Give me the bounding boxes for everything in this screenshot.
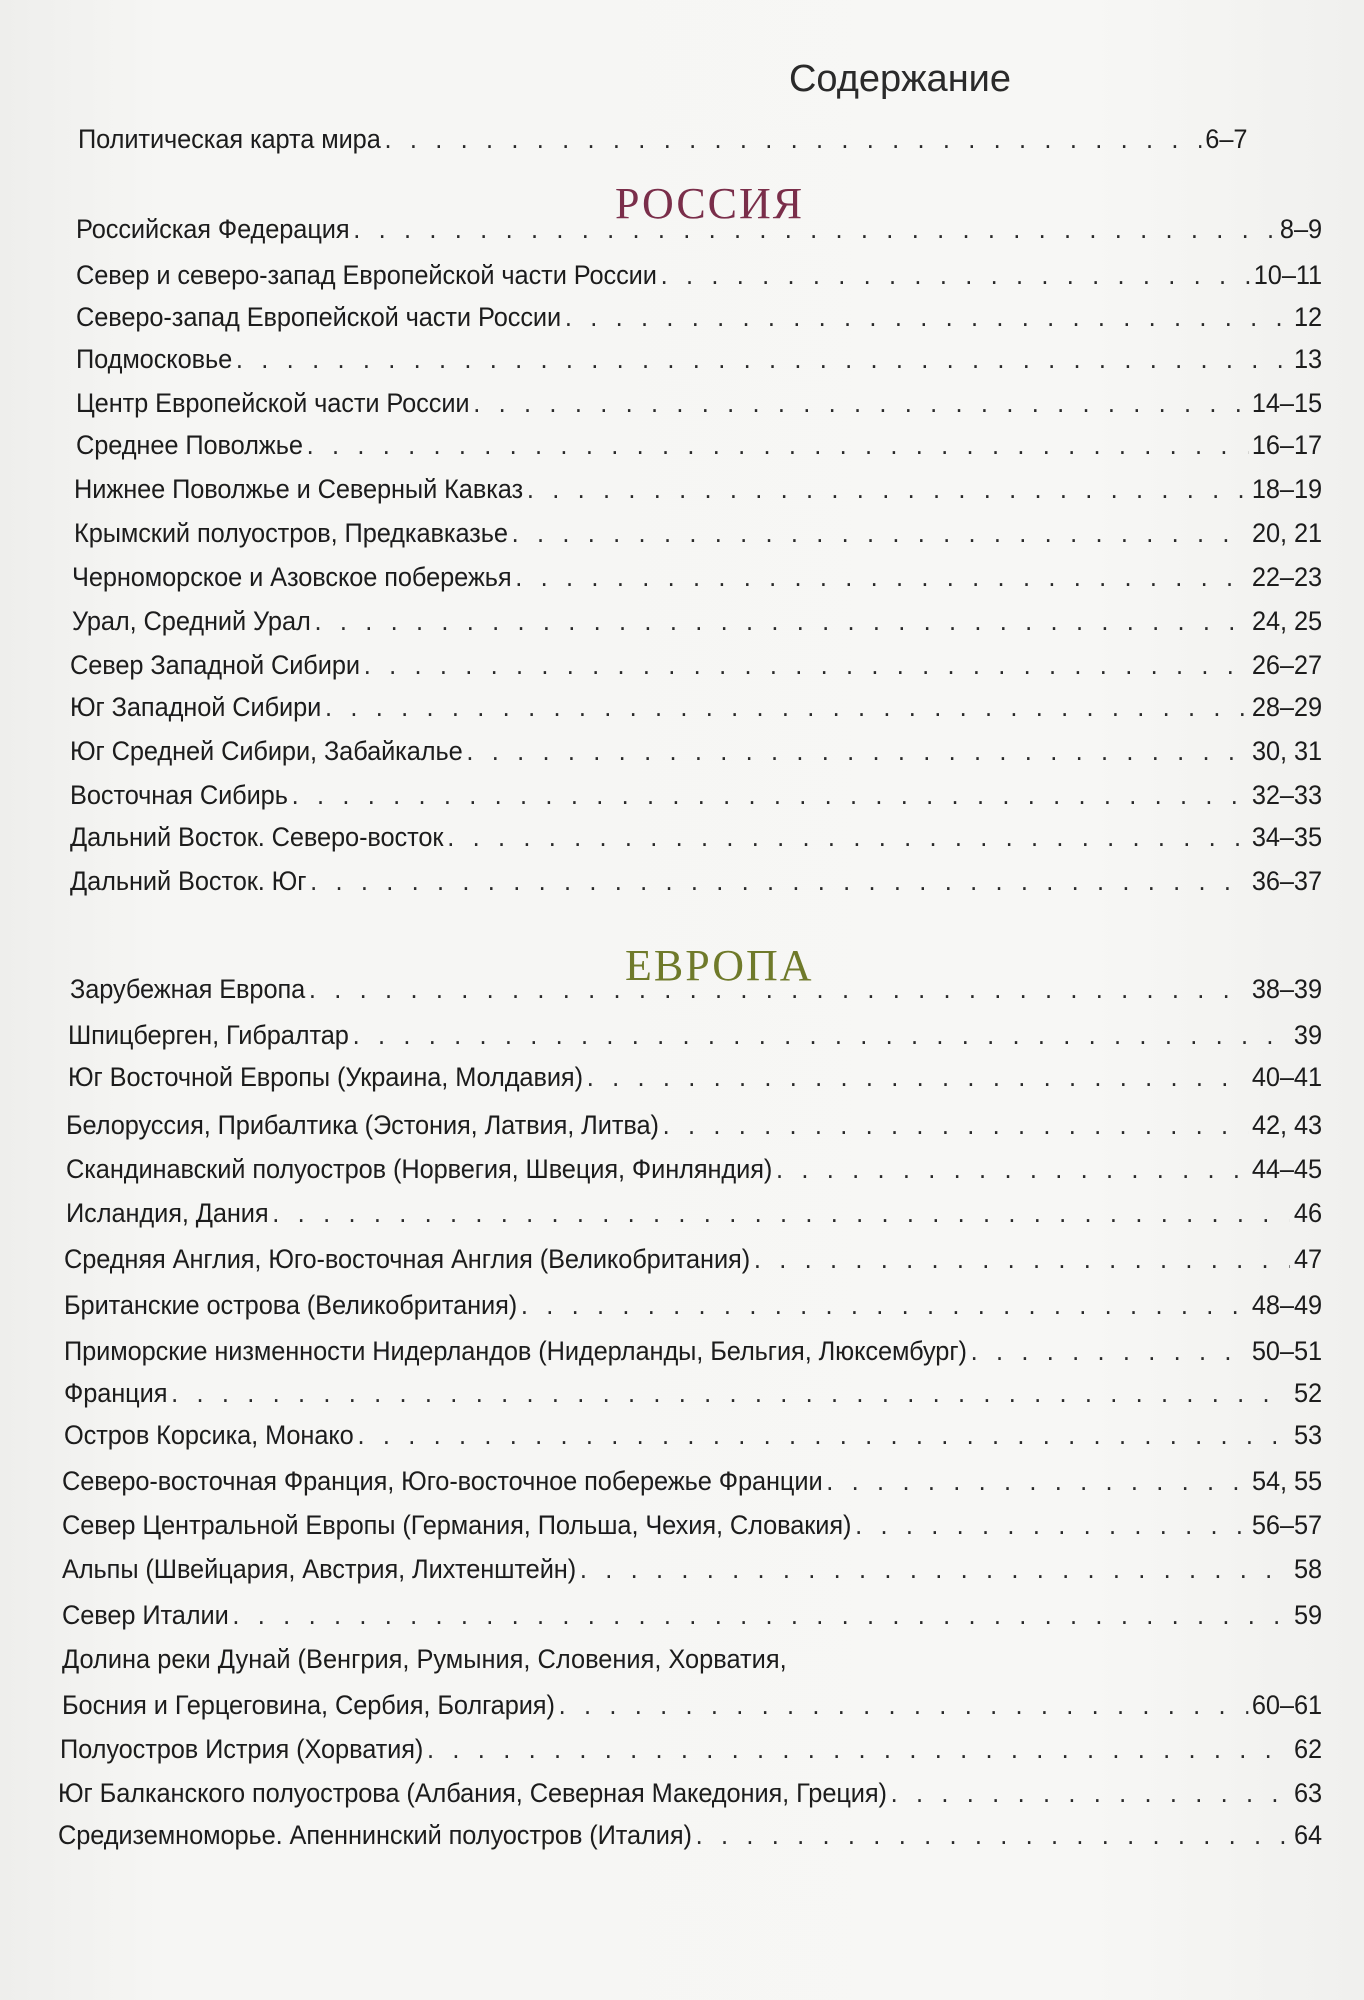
- entry-title: Урал, Средний Урал: [72, 606, 311, 636]
- entry-title: Средняя Англия, Юго-восточная Англия (Великобритания): [64, 1244, 751, 1274]
- leader-dots: [971, 1334, 1249, 1368]
- leader-dots: [559, 1688, 1249, 1722]
- entry-pages: 39: [1293, 1020, 1322, 1050]
- leader-dots: [776, 1152, 1248, 1186]
- toc-entry: [76, 342, 1322, 376]
- entry-pages: 59: [1293, 1600, 1322, 1630]
- entry-pages: 54, 55: [1251, 1466, 1322, 1496]
- leader-dots: [384, 122, 1201, 156]
- toc-entry: [64, 1418, 1322, 1452]
- entry-title: Полуостров Истрия (Хорватия): [60, 1734, 424, 1764]
- leader-dots: [427, 1732, 1290, 1766]
- entry-title: Долина реки Дунай (Венгрия, Румыния, Словения, Хорватия,: [62, 1644, 787, 1674]
- leader-dots: [473, 386, 1248, 420]
- entry-title: Восточная Сибирь: [70, 780, 288, 810]
- entry-title: Юг Балканского полуострова (Албания, Северная Македония, Греция): [58, 1778, 887, 1808]
- entry-title: Север Западной Сибири: [70, 650, 360, 680]
- leader-dots: [521, 1288, 1248, 1322]
- entry-title: Белоруссия, Прибалтика (Эстония, Латвия, Литва): [66, 1110, 659, 1140]
- toc-entry: [64, 1334, 1322, 1368]
- toc-entry: [58, 1818, 1322, 1852]
- leader-dots: [364, 648, 1248, 682]
- leader-dots: [587, 1060, 1248, 1094]
- toc-entry: [70, 820, 1322, 854]
- entry-pages: 58: [1293, 1554, 1322, 1584]
- entry-pages: 16–17: [1251, 430, 1322, 460]
- entry-title: Север Италии: [62, 1600, 229, 1630]
- leader-dots: [565, 300, 1290, 334]
- toc-entry: [62, 1508, 1322, 1542]
- leader-dots: [353, 1018, 1291, 1052]
- leader-dots: [512, 516, 1249, 550]
- entry-title: Дальний Восток. Юг: [70, 866, 307, 896]
- toc-entry: [62, 1464, 1322, 1498]
- entry-title: Альпы (Швейцария, Австрия, Лихтенштейн): [62, 1554, 577, 1584]
- leader-dots: [447, 820, 1248, 854]
- toc-entry: [76, 258, 1322, 292]
- toc-entry: [70, 972, 1322, 1006]
- toc-entry: [72, 604, 1322, 638]
- entry-pages: 12: [1293, 302, 1322, 332]
- leader-dots: [310, 864, 1248, 898]
- leader-dots: [357, 1418, 1290, 1452]
- entry-pages: 50–51: [1251, 1336, 1322, 1366]
- toc-entry: [66, 1196, 1322, 1230]
- entry-pages: 34–35: [1251, 822, 1322, 852]
- toc-entry: [64, 1376, 1322, 1410]
- entry-title: Российская Федерация: [76, 214, 350, 244]
- entry-title: Крымский полуостров, Предкавказье: [74, 518, 508, 548]
- entry-title: Север Центральной Европы (Германия, Польша, Чехия, Словакия): [62, 1510, 852, 1540]
- entry-pages: 6–7: [1205, 124, 1248, 154]
- toc-entry-intro: [78, 122, 1247, 156]
- entry-pages: 52: [1293, 1378, 1322, 1408]
- entry-title: Средиземноморье. Апеннинский полуостров (Италия): [58, 1820, 692, 1850]
- entry-pages: 36–37: [1251, 866, 1322, 896]
- entry-pages: 63: [1293, 1778, 1322, 1808]
- leader-dots: [663, 1108, 1249, 1142]
- toc-entry: [66, 1108, 1322, 1142]
- leader-dots: [661, 258, 1250, 292]
- entry-pages: 18–19: [1251, 474, 1322, 504]
- section-heading-europe: ЕВРОПА: [625, 941, 814, 990]
- leader-dots: [855, 1508, 1248, 1542]
- leader-dots: [309, 972, 1248, 1006]
- entry-pages: 47: [1293, 1244, 1322, 1274]
- toc-entry: [62, 1688, 1322, 1722]
- toc-entry: [60, 1732, 1322, 1766]
- entry-pages: 10–11: [1253, 260, 1322, 290]
- entry-pages: 42, 43: [1251, 1110, 1322, 1140]
- entry-title: Франция: [64, 1378, 168, 1408]
- toc-entry: [70, 864, 1322, 898]
- toc-entry: [64, 1288, 1322, 1322]
- entry-title: Скандинавский полуостров (Норвегия, Швеция, Финляндия): [66, 1154, 773, 1184]
- entry-title: Север и северо-запад Европейской части России: [76, 260, 657, 290]
- entry-title: Нижнее Поволжье и Северный Кавказ: [74, 474, 524, 504]
- leader-dots: [292, 778, 1249, 812]
- toc-entry: [74, 472, 1322, 506]
- entry-title: Дальний Восток. Северо-восток: [70, 822, 444, 852]
- leader-dots: [826, 1464, 1248, 1498]
- leader-dots: [232, 1598, 1290, 1632]
- entry-pages: 60–61: [1251, 1690, 1322, 1720]
- entry-pages: 13: [1293, 344, 1322, 374]
- leader-dots: [696, 1818, 1291, 1852]
- toc-entry: [70, 690, 1322, 724]
- entry-title: Северо-запад Европейской части России: [76, 302, 562, 332]
- entry-title: Приморские низменности Нидерландов (Нидерланды, Бельгия, Люксембург): [64, 1336, 967, 1366]
- toc-entry: [76, 212, 1322, 246]
- entry-pages: 46: [1293, 1198, 1322, 1228]
- entry-title: Шпицберген, Гибралтар: [68, 1020, 349, 1050]
- entry-pages: 56–57: [1251, 1510, 1322, 1540]
- entry-pages: 32–33: [1251, 780, 1322, 810]
- toc-entry: [62, 1598, 1322, 1632]
- entry-pages: 14–15: [1251, 388, 1322, 418]
- toc-entry: [76, 428, 1322, 462]
- toc-entry: [68, 1018, 1322, 1052]
- toc-entry: [68, 1060, 1322, 1094]
- entry-title: Юг Западной Сибири: [70, 692, 322, 722]
- leader-dots: [314, 604, 1248, 638]
- toc-entry: [70, 778, 1322, 812]
- toc-entry: [62, 1552, 1322, 1586]
- toc-entry: [76, 300, 1322, 334]
- toc-entry: [74, 516, 1322, 550]
- leader-dots: [307, 428, 1249, 462]
- entry-pages: 30, 31: [1251, 736, 1322, 766]
- entry-pages: 53: [1293, 1420, 1322, 1450]
- toc-entry: [64, 1242, 1322, 1276]
- entry-title: Юг Средней Сибири, Забайкалье: [70, 736, 463, 766]
- toc-entry: [66, 1152, 1322, 1186]
- entry-title: Политическая карта мира: [78, 124, 381, 154]
- entry-pages: 62: [1293, 1734, 1322, 1764]
- entry-pages: 38–39: [1251, 974, 1322, 1004]
- entry-title: Исландия, Дания: [66, 1198, 269, 1228]
- entry-title: Подмосковье: [76, 344, 233, 374]
- entry-title: Зарубежная Европа: [70, 974, 306, 1004]
- leader-dots: [527, 472, 1248, 506]
- leader-dots: [754, 1242, 1290, 1276]
- entry-title: Остров Корсика, Монако: [64, 1420, 354, 1450]
- entry-title: Британские острова (Великобритания): [64, 1290, 518, 1320]
- page-title: Содержание: [788, 58, 1012, 100]
- leader-dots: [891, 1776, 1291, 1810]
- entry-pages: 28–29: [1251, 692, 1322, 722]
- entry-pages: 40–41: [1251, 1062, 1322, 1092]
- entry-pages: 24, 25: [1251, 606, 1322, 636]
- leader-dots: [515, 560, 1248, 594]
- leader-dots: [580, 1552, 1290, 1586]
- toc-entry: [76, 386, 1322, 420]
- leader-dots: [272, 1196, 1290, 1230]
- entry-pages: 44–45: [1251, 1154, 1322, 1184]
- entry-title: Среднее Поволжье: [76, 430, 303, 460]
- entry-title: Черноморское и Азовское побережья: [72, 562, 512, 592]
- leader-dots: [236, 342, 1290, 376]
- section-heading-russia: РОССИЯ: [615, 179, 805, 228]
- leader-dots: [466, 734, 1248, 768]
- toc-entry: [70, 648, 1322, 682]
- entry-pages: 20, 21: [1251, 518, 1322, 548]
- entry-pages: 64: [1293, 1820, 1322, 1850]
- entry-title-continuation: Босния и Герцеговина, Сербия, Болгария): [62, 1690, 555, 1720]
- toc-entry: [58, 1776, 1322, 1810]
- leader-dots: [325, 690, 1248, 724]
- entry-pages: 22–23: [1251, 562, 1322, 592]
- entry-pages: 48–49: [1251, 1290, 1322, 1320]
- entry-pages: 26–27: [1251, 650, 1322, 680]
- leader-dots: [171, 1376, 1290, 1410]
- entry-pages: 8–9: [1279, 214, 1322, 244]
- leader-dots: [353, 212, 1276, 246]
- entry-title: Юг Восточной Европы (Украина, Молдавия): [68, 1062, 583, 1092]
- toc-entry: [70, 734, 1322, 768]
- entry-title: Северо-восточная Франция, Юго-восточное побережье Франции: [62, 1466, 823, 1496]
- toc-entry: [72, 560, 1322, 594]
- entry-title: Центр Европейской части России: [76, 388, 470, 418]
